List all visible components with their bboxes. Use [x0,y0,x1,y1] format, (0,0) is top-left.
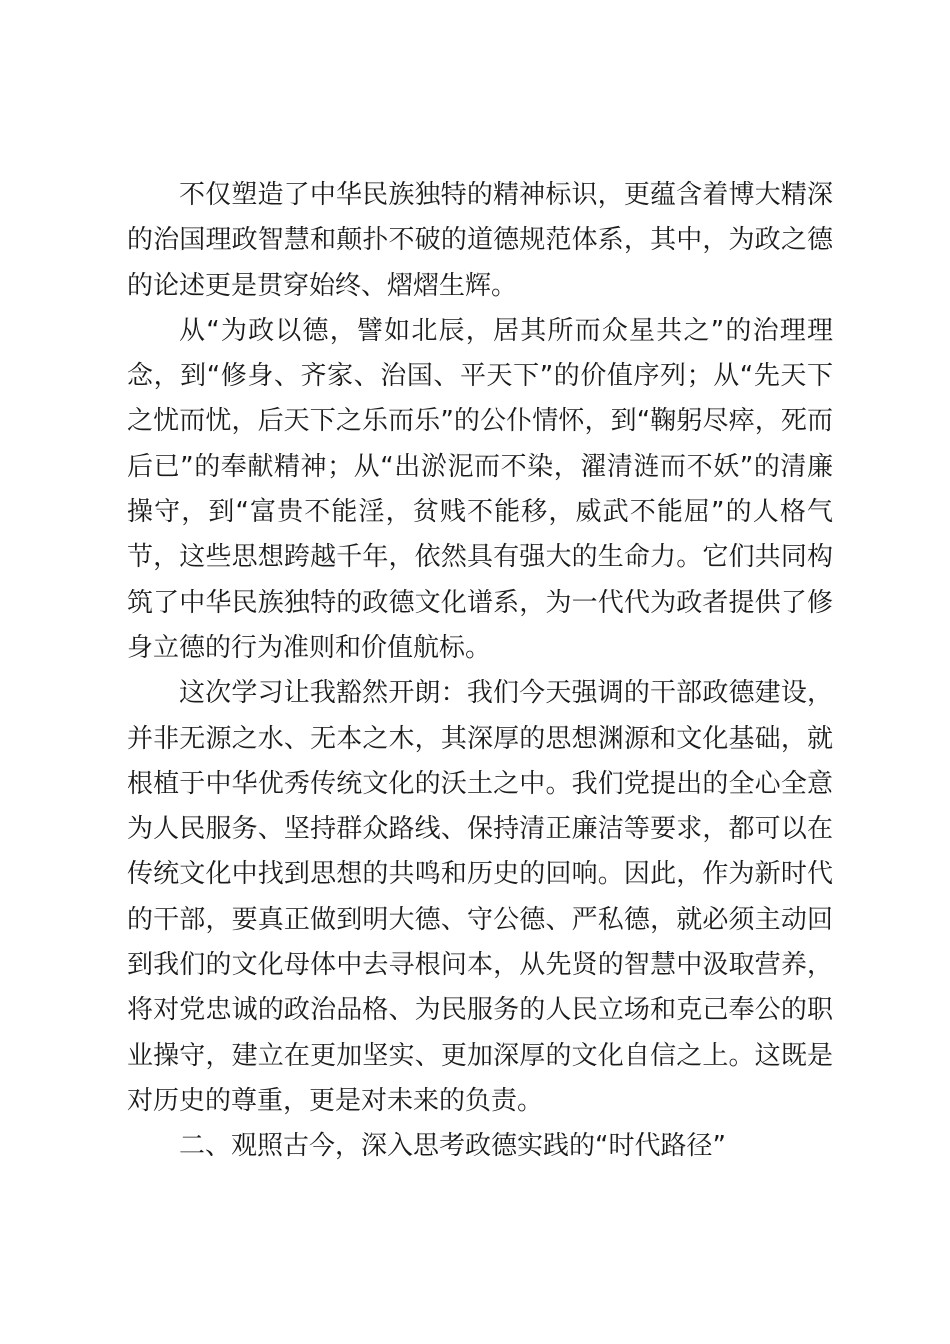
document-body [127,173,833,1170]
section-heading: 二、观照古今，深入思考政德实践的“时代路径” [179,1131,726,1162]
paragraph-1: 不仅塑造了中华民族独特的精神标识，更蕴含着博大精深的治国理政智慧和颠扑不破的道德规范体系，其中，为政之德的论述更是贯穿始终、熠熠生辉。 [127,180,833,301]
paragraph-3: 这次学习让我豁然开朗：我们今天强调的干部政德建设，并非无源之水、无本之木，其深厚的思想渊源和文化基础，就根植于中华优秀传统文化的沃土之中。我们党提出的全心全意为人民服务、坚持群众路线、保持清正廉洁等要求，都可以在传统文化中找到思想的共鸣和历史的回响。因此，作为新时代的干部，要真正做到明大德、守公德、严私德，就必须主动回到我们的文化母体中去寻根问本，从先贤的智慧中汲取营养，将对党忠诚的政治品格、为民服务的人民立场和克己奉公的职业操守，建立在更加坚实、更加深厚的文化自信之上。这既是对历史的尊重，更是对未来的负责。 [127,678,833,1116]
paragraph-2: 从“为政以德，譬如北辰，居其所而众星共之”的治理理念，到“修身、齐家、治国、平天下”的价值序列；从“先天下之忧而忧，后天下之乐而乐”的公仆情怀，到“鞠躬尽瘁，死而后已”的奉献精神；从“出淤泥而不染，濯清涟而不妖”的清廉操守，到“富贵不能淫，贫贱不能移，威武不能屈”的人格气节，这些思想跨越千年，依然具有强大的生命力。它们共同构筑了中华民族独特的政德文化谱系，为一代代为政者提供了修身立德的行为准则和价值航标。 [127,315,833,663]
